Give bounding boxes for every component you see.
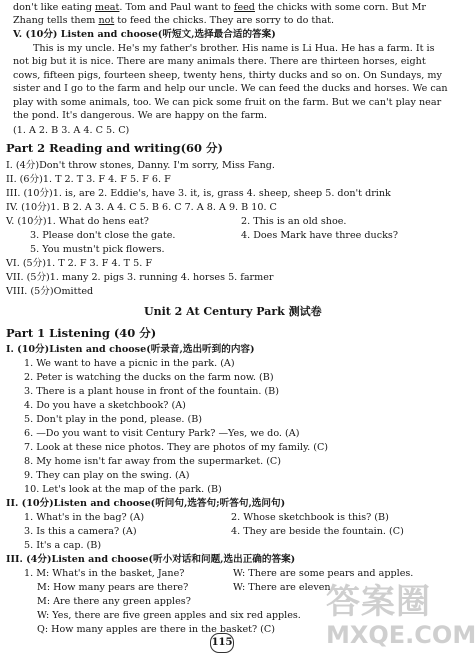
section-heading: II. (10分)Listen and choose(听问句,选答句;听答句,选问句) xyxy=(6,498,286,509)
text-line: sister and I go to the farm and help our uncle. We can feed the ducks and horses. We can xyxy=(13,83,448,94)
section-heading: V. (10分) Listen and choose(听短文,选择最合适的答案) xyxy=(13,29,276,40)
answer-line: VIII. (5分)Omitted xyxy=(6,286,94,297)
answer-line: IV. (10分)1. B 2. A 3. A 4. C 5. B 6. C 7. A 8. A 9. B 10. C xyxy=(6,202,277,213)
dialogue-line: M: Are there any green apples? xyxy=(37,596,191,607)
section-heading: III. (4分)Listen and choose(听小对话和问题,选出正确的答案) xyxy=(6,554,296,565)
dialogue-line: W: There are eleven. xyxy=(233,582,334,593)
watermark-logo: 答案圈 MXQE.COM xyxy=(326,582,476,649)
unit-title: Unit 2 At Century Park 测试卷 xyxy=(144,305,322,318)
text-line: play with some animals, too. We can pick some fruit on the farm. But we can't play near xyxy=(13,97,442,108)
text-line: This is my uncle. He's my father's brother. His name is Li Hua. He has a farm. It is xyxy=(33,43,435,54)
dialogue-line: W: Yes, there are five green apples and six red apples. xyxy=(37,610,301,621)
answer-line: 4. Does Mark have three ducks? xyxy=(241,230,398,241)
text-line: cows, fifteen pigs, fourteen sheep, twenty hens, thirty ducks and so on. On Sundays, my xyxy=(13,70,442,81)
answer-line: I. (4分)Don't throw stones, Danny. I'm sorry, Miss Fang. xyxy=(6,160,275,171)
dialogue-line: Q: How many apples are there in the basket? (C) xyxy=(37,624,276,635)
script-line: 7. Look at these nice photos. They are photos of my family. (C) xyxy=(24,442,329,453)
answer-line: 3. Please don't close the gate. xyxy=(30,230,176,241)
script-line: 1. We want to have a picnic in the park. (A) xyxy=(24,358,235,369)
answer-line: 2. This is an old shoe. xyxy=(241,216,347,227)
dialogue-line: M: How many pears are there? xyxy=(37,582,189,593)
script-line: 2. Whose sketchbook is this? (B) xyxy=(231,512,389,523)
page-number: 115 xyxy=(210,633,234,653)
text-line: Zhang tells them not to feed the chicks. They are sorry to do that. xyxy=(13,15,335,26)
answer-line: VII. (5分)1. many 2. pigs 3. running 4. horses 5. farmer xyxy=(6,272,274,283)
answer-line: II. (6分)1. T 2. T 3. F 4. F 5. F 6. F xyxy=(6,174,171,185)
script-line: 6. —Do you want to visit Century Park? —Yes, we do. (A) xyxy=(24,428,300,439)
text-line: the pond. It's dangerous. We are happy on the farm. xyxy=(13,110,268,121)
script-line: 5. Don't play in the pond, please. (B) xyxy=(24,414,203,425)
script-line: 10. Let's look at the map of the park. (B) xyxy=(24,484,222,495)
answer-line: (1. A 2. B 3. A 4. C 5. C) xyxy=(13,125,130,136)
part-heading: Part 1 Listening (40 分) xyxy=(6,326,157,340)
text-line: not big but it is nice. There are many animals there. There are thirteen horses, eight xyxy=(13,56,426,67)
script-line: 8. My home isn't far away from the supermarket. (C) xyxy=(24,456,282,467)
answer-line: III. (10分)1. is, are 2. Eddie's, have 3. it, is, grass 4. sheep, sheep 5. don't drink xyxy=(6,188,391,199)
answer-line: VI. (5分)1. T 2. F 3. F 4. T 5. F xyxy=(6,258,152,269)
script-line: 4. Do you have a sketchbook? (A) xyxy=(24,400,186,411)
script-line: 2. Peter is watching the ducks on the farm now. (B) xyxy=(24,372,274,383)
script-line: 5. It's a cap. (B) xyxy=(24,540,102,551)
script-line: 3. There is a plant house in front of the fountain. (B) xyxy=(24,386,279,397)
dialogue-line: W: There are some pears and apples. xyxy=(233,568,414,579)
dialogue-line: 1. M: What's in the basket, Jane? xyxy=(24,568,185,579)
script-line: 3. Is this a camera? (A) xyxy=(24,526,137,537)
answer-line: 5. You mustn't pick flowers. xyxy=(30,244,165,255)
answer-line: V. (10分)1. What do hens eat? xyxy=(6,216,149,227)
text-line: don't like eating meat. Tom and Paul want to feed the chicks with some corn. But Mr xyxy=(13,2,426,13)
section-heading: I. (10分)Listen and choose(听录音,选出听到的内容) xyxy=(6,344,255,355)
script-line: 1. What's in the bag? (A) xyxy=(24,512,145,523)
script-line: 9. They can play on the swing. (A) xyxy=(24,470,190,481)
script-line: 4. They are beside the fountain. (C) xyxy=(231,526,404,537)
part-heading: Part 2 Reading and writing(60 分) xyxy=(6,141,223,155)
